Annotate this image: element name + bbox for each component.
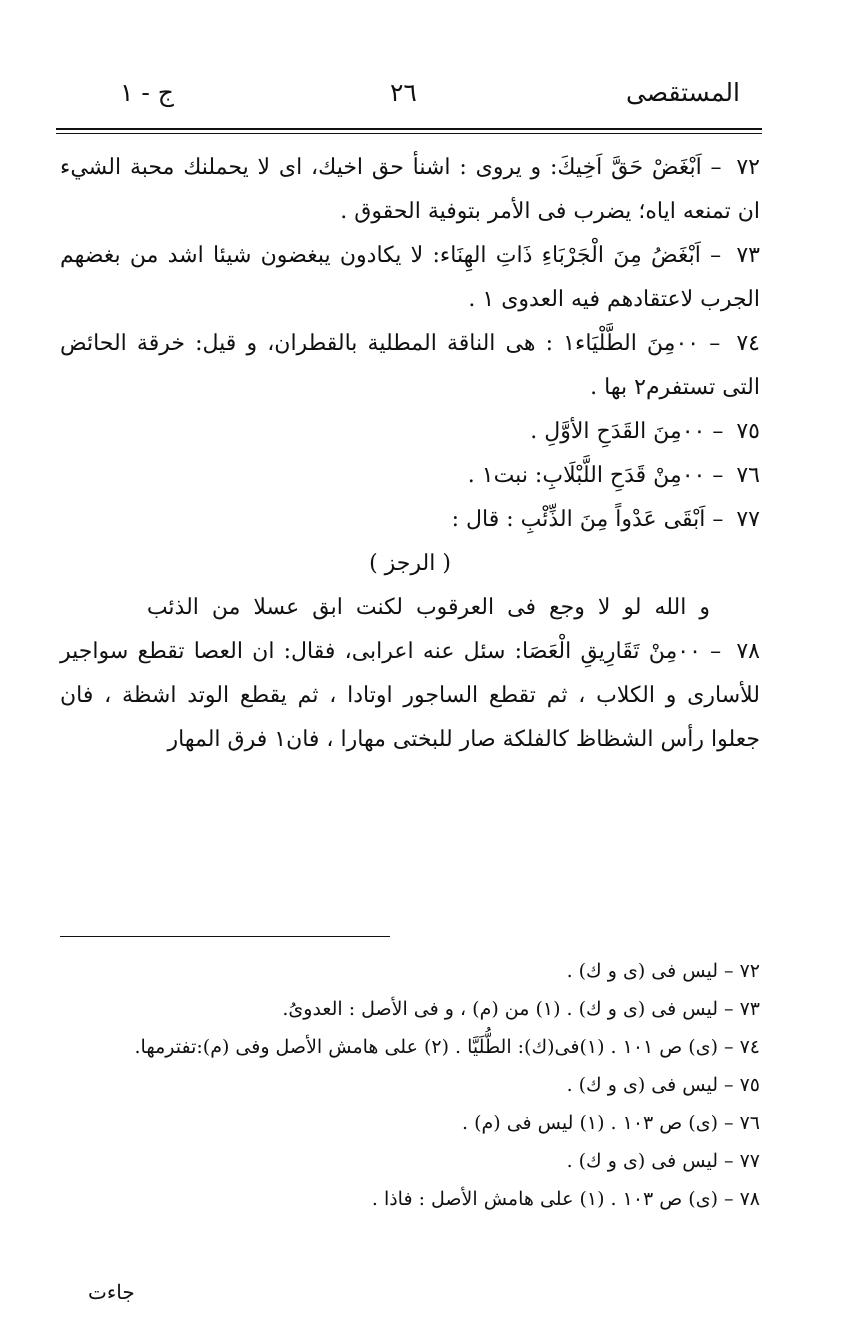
running-head [60,78,760,118]
entry-number: ٧٣ [736,243,760,268]
footnote-76: ٧٦ – (ى) ص ١٠٣ . (١) ليس فى (م) . [462,1112,760,1134]
entry-text: ١ : هى الناقة المطلية بالقطران، و قيل: خرقة الحائض التى تستفرم٢ بها . [60,331,760,400]
entry-lemma: ٠٠مِنَ القَدَحِ الأوَّلِ [544,419,706,444]
entry-number: ٧٨ [736,639,760,664]
catchword: جاءت [88,1280,135,1304]
poem-meter: ( الرجز ) [369,551,451,576]
book-page [60,0,760,1340]
volume-number: ج - ١ [120,78,174,107]
entry-text: : و يروى : اشنأ حق اخيك، اى لا يحملنك محبة الشيء ان تمنعه اياه؛ يضرب فى الأمر بتوفية الحقوق . [60,155,760,224]
entry-text: . [530,419,545,444]
entry-lemma: اَبْغَضْ حَقَّ اَخِيكَ [557,155,702,180]
entry-74: ٧٤ – ٠٠مِنَ الطَّلْيَاء١ : هى الناقة المطلية بالقطران، و قيل: خرقة الحائض التى تستفرم٢ بها . [60,331,760,400]
entry-lemma: اَبْقَى عَدْواً مِنَ الذِّئْبِ [520,507,706,532]
footnote-74: ٧٤ – (ى) ص ١٠١ . (١)فى(ك): الطُّلَيَّا . (٢) على هامش الأصل وفى (م):تفترمها. [134,1036,760,1058]
entry-72: ٧٢ – اَبْغَضْ حَقَّ اَخِيكَ: و يروى : اشنأ حق اخيك، اى لا يحملنك محبة الشيء ان تمنعه اياه؛ يضرب فى الأمر بتوفية الحقوق . [60,155,760,224]
footnote-75: ٧٥ – ليس فى (ى و ك) . [566,1074,760,1096]
footnote-72: ٧٢ – ليس فى (ى و ك) . [566,960,760,982]
entry-73: ٧٣ – اَبْغَضُ مِنَ الْجَرْبَاءِ ذَاتِ الهِنَاء: لا يكادون يبغضون شيئا اشد من بغضهم الجرب لاعتقادهم فيه العدوى ١ . [60,243,760,312]
entry-77: ٧٧ – اَبْقَى عَدْواً مِنَ الذِّئْبِ : قال : [451,507,760,532]
entry-lemma: اَبْغَضُ مِنَ الْجَرْبَاءِ ذَاتِ الهِنَاء [439,243,701,268]
entry-number: ٧٧ [736,507,760,532]
entry-78: ٧٨ – ٠٠مِنْ تَقَارِيقِ الْعَصَا: سئل عنه اعرابى، فقال: ان العصا تقطع سواجير للأسارى و الكلاب ، ثم تقطع الساجور اوتادا ، ثم يقطع الوتد اشظة ، فان جعلوا رأس الشظاظ كالفلكة صار للبختى مهارا ، فان١ فرق المهار [60,639,760,752]
footnote-73: ٧٣ – ليس فى (ى و ك) . (١) من (م) ، و فى الأصل : العدوىُ. [282,998,760,1020]
footnotes [60,952,760,1218]
entry-number: ٧٢ [736,155,760,180]
footnote-78: ٧٨ – (ى) ص ١٠٣ . (١) على هامش الأصل : فاذا . [371,1188,760,1210]
entry-lemma: ٠٠مِنْ تَقَارِيقِ الْعَصَا [522,639,701,664]
entry-number: ٧٥ [736,419,760,444]
entry-text: : لا يكادون يبغضون شيئا اشد من بغضهم الجرب لاعتقادهم فيه العدوى ١ . [60,243,760,312]
entry-text: : قال : [451,507,521,532]
entry-number: ٧٦ [736,463,760,488]
footnote-rule [60,936,390,937]
header-rule [56,128,762,134]
main-text [60,146,760,762]
entry-75: ٧٥ – ٠٠مِنَ القَدَحِ الأوَّلِ . [530,419,760,444]
entry-text: : سئل عنه اعرابى، فقال: ان العصا تقطع سواجير للأسارى و الكلاب ، ثم تقطع الساجور اوتادا ، ثم يقطع الوتد اشظة ، فان جعلوا رأس الشظاظ كالفلكة صار للبختى مهارا ، فان١ فرق المهار [60,639,760,752]
book-title: المستقصى [625,78,740,107]
footnote-77: ٧٧ – ليس فى (ى و ك) . [566,1150,760,1172]
entry-number: ٧٤ [736,331,760,356]
entry-lemma: ٠٠مِنْ قَدَحِ اللَّبْلَابِ [542,463,706,488]
entry-76: ٧٦ – ٠٠مِنْ قَدَحِ اللَّبْلَابِ: نبت١ . [467,463,760,488]
entry-text: : نبت١ . [467,463,543,488]
page-number: ٢٦ [390,78,417,107]
poem-verse: و الله لو لا وجع فى العرقوب لكنت ابق عسلا من الذئب [146,595,710,620]
entry-lemma: ٠٠مِنَ الطَّلْيَاء [574,331,700,356]
